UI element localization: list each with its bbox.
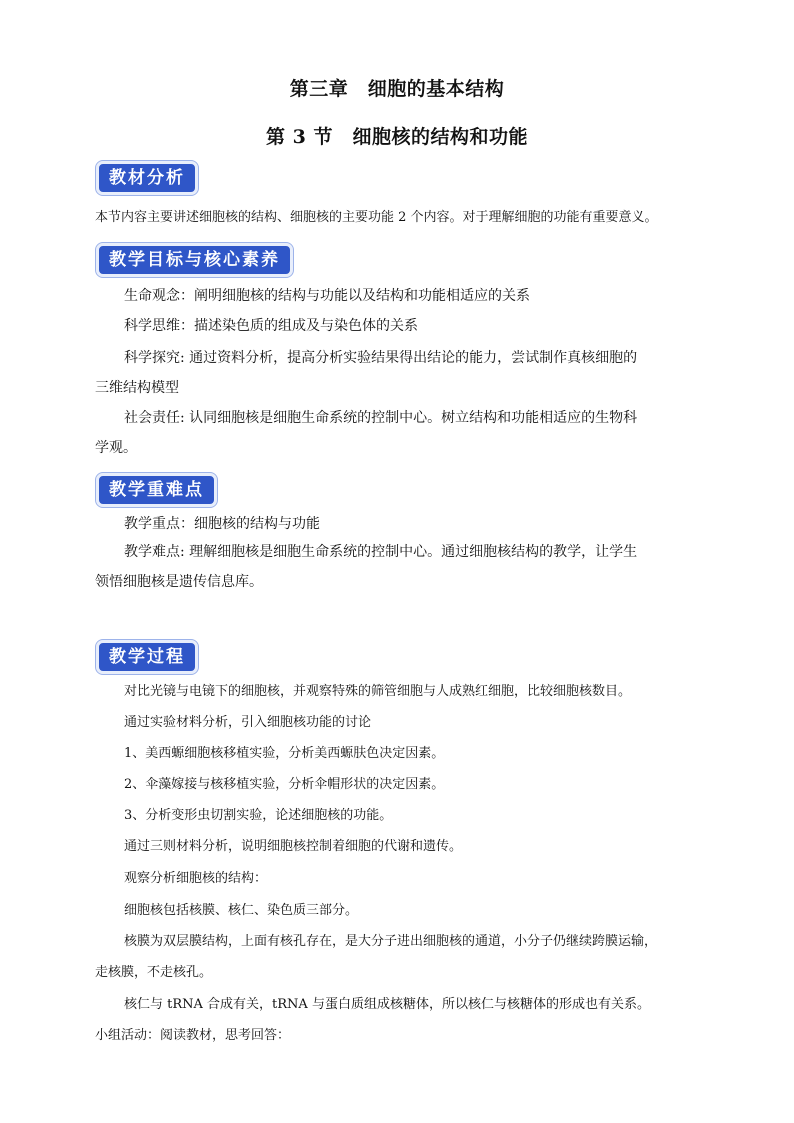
process-item: 1、美西螈细胞核移植实验，分析美西螈肤色决定因素。 <box>124 746 445 761</box>
process-badge: 教学过程 <box>96 640 198 674</box>
process-item: 核膜为双层膜结构，上面有核孔存在，是大分子进出细胞核的通道，小分子仍继续跨膜运输， <box>124 934 658 949</box>
process-item: 小组活动：阅读教材，思考回答： <box>95 1028 291 1043</box>
chapter-title: 第三章 细胞的基本结构 <box>289 78 505 100</box>
keypoint-item: 教学难点: 理解细胞核是细胞生命系统的控制中心。通过细胞核结构的教学，让学生 <box>124 544 638 560</box>
section-title: 第 3 节 细胞核的结构和功能 <box>266 126 528 148</box>
objectives-badge: 教学目标与核心素养 <box>96 243 293 277</box>
keypoint-item: 领悟细胞核是遗传信息库。 <box>95 574 263 590</box>
process-item: 对比光镜与电镜下的细胞核，并观察特殊的筛管细胞与人成熟红细胞，比较细胞核数目。 <box>124 684 632 699</box>
process-item: 2、伞藻嫁接与核移植实验，分析伞帽形状的决定因素。 <box>124 777 445 792</box>
objective-item: 学观。 <box>95 440 137 456</box>
keypoint-item: 教学重点：细胞核的结构与功能 <box>124 516 320 532</box>
objective-item: 科学探究: 通过资料分析，提高分析实验结果得出结论的能力，尝试制作真核细胞的 <box>124 350 638 366</box>
process-item: 3、分析变形虫切割实验，论述细胞核的功能。 <box>124 808 393 823</box>
process-item: 细胞核包括核膜、核仁、染色质三部分。 <box>124 903 359 918</box>
process-item: 核仁与 tRNA 合成有关，tRNA 与蛋白质组成核糖体，所以核仁与核糖体的形成也有关系。 <box>124 997 650 1012</box>
analysis-badge: 教材分析 <box>96 161 198 195</box>
keypoints-badge: 教学重难点 <box>96 473 217 507</box>
objective-item: 生命观念：阐明细胞核的结构与功能以及结构和功能相适应的关系 <box>124 288 530 304</box>
process-item: 观察分析细胞核的结构： <box>124 871 268 886</box>
objective-item: 科学思维：描述染色质的组成及与染色体的关系 <box>124 318 418 334</box>
process-item: 走核膜，不走核孔。 <box>95 965 213 980</box>
analysis-text: 本节内容主要讲述细胞核的结构、细胞核的主要功能 2 个内容。对于理解细胞的功能有重要意义。 <box>95 210 658 225</box>
process-item: 通过三则材料分析，说明细胞核控制着细胞的代谢和遗传。 <box>124 839 463 854</box>
objective-item: 社会责任: 认同细胞核是细胞生命系统的控制中心。树立结构和功能相适应的生物科 <box>124 410 638 426</box>
objective-item: 三维结构模型 <box>95 380 179 396</box>
process-item: 通过实验材料分析，引入细胞核功能的讨论 <box>124 715 372 730</box>
